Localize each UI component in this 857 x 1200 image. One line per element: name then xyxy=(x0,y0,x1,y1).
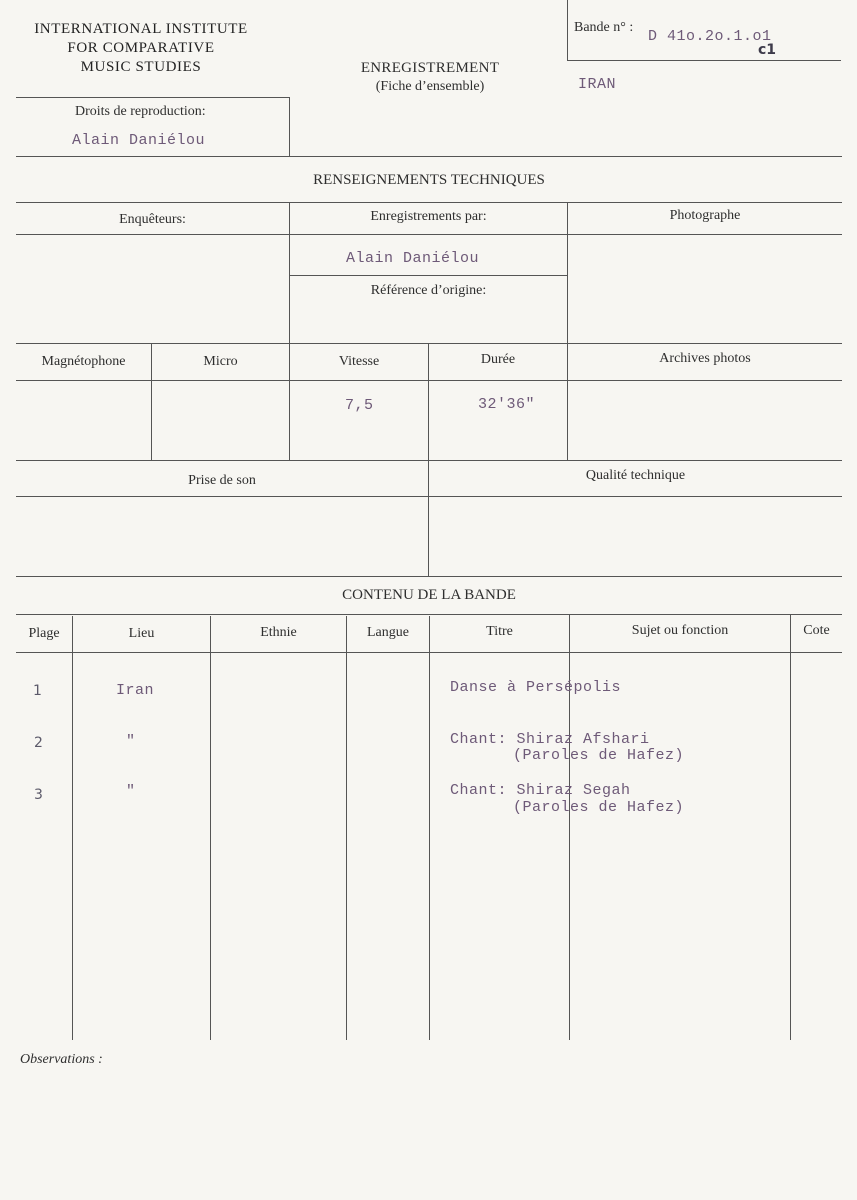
row-titre-note: (Paroles de Hafez) xyxy=(513,799,685,816)
row-titre: Danse à Persépolis xyxy=(450,679,622,696)
vitesse-value: 7,5 xyxy=(345,397,374,414)
vitesse-label: Vitesse xyxy=(338,354,380,369)
col-ethnie: Ethnie xyxy=(260,625,297,640)
bande-label: Bande n° : xyxy=(574,20,634,35)
droits-label: Droits de reproduction: xyxy=(75,104,206,119)
form-title: ENREGISTREMENT xyxy=(360,60,500,76)
contenu-heading: CONTENU DE LA BANDE xyxy=(342,587,516,603)
bande-handwritten-note: c1 xyxy=(758,42,777,58)
col-titre: Titre xyxy=(486,624,513,639)
droits-value: Alain Daniélou xyxy=(72,132,206,149)
enregistrements-label: Enregistrements par: xyxy=(370,209,487,224)
renseignements-heading: RENSEIGNEMENTS TECHNIQUES xyxy=(313,172,545,188)
row-lieu: " xyxy=(126,733,136,750)
qualite-technique-label: Qualité technique xyxy=(585,468,686,483)
row-plage: 1 xyxy=(33,683,42,699)
row-lieu: Iran xyxy=(116,682,155,699)
duree-label: Durée xyxy=(480,352,516,367)
observations-label: Observations : xyxy=(20,1052,103,1067)
row-titre: Chant: Shiraz Segah xyxy=(450,782,631,799)
country-value: IRAN xyxy=(578,76,617,93)
institute-line-1: INTERNATIONAL INSTITUTE xyxy=(34,21,248,37)
col-langue: Langue xyxy=(367,625,409,640)
col-plage: Plage xyxy=(28,626,60,641)
enqueteurs-label: Enquêteurs: xyxy=(119,212,186,227)
duree-value: 32'36" xyxy=(478,396,536,413)
col-cote: Cote xyxy=(803,623,830,638)
form-subtitle: (Fiche d’ensemble) xyxy=(375,79,485,94)
row-titre: Chant: Shiraz Afshari xyxy=(450,731,650,748)
row-titre-note: (Paroles de Hafez) xyxy=(513,747,685,764)
institute-line-2: FOR COMPARATIVE xyxy=(67,40,215,56)
reference-label: Référence d’origine: xyxy=(370,283,487,298)
photographe-label: Photographe xyxy=(669,208,741,223)
institute-line-3: MUSIC STUDIES xyxy=(80,59,202,75)
prise-de-son-label: Prise de son xyxy=(188,473,256,488)
micro-label: Micro xyxy=(203,354,238,369)
col-lieu: Lieu xyxy=(128,626,155,641)
archives-label: Archives photos xyxy=(659,351,751,366)
magnetophone-label: Magnétophone xyxy=(41,354,126,369)
enregistrements-value: Alain Daniélou xyxy=(346,250,480,267)
col-sujet: Sujet ou fonction xyxy=(631,623,729,638)
institute-name xyxy=(16,20,266,77)
row-plage: 3 xyxy=(34,787,43,803)
bande-number: D 41o.2o.1.o1 xyxy=(648,28,772,45)
row-plage: 2 xyxy=(34,735,43,751)
row-lieu: " xyxy=(126,783,136,800)
